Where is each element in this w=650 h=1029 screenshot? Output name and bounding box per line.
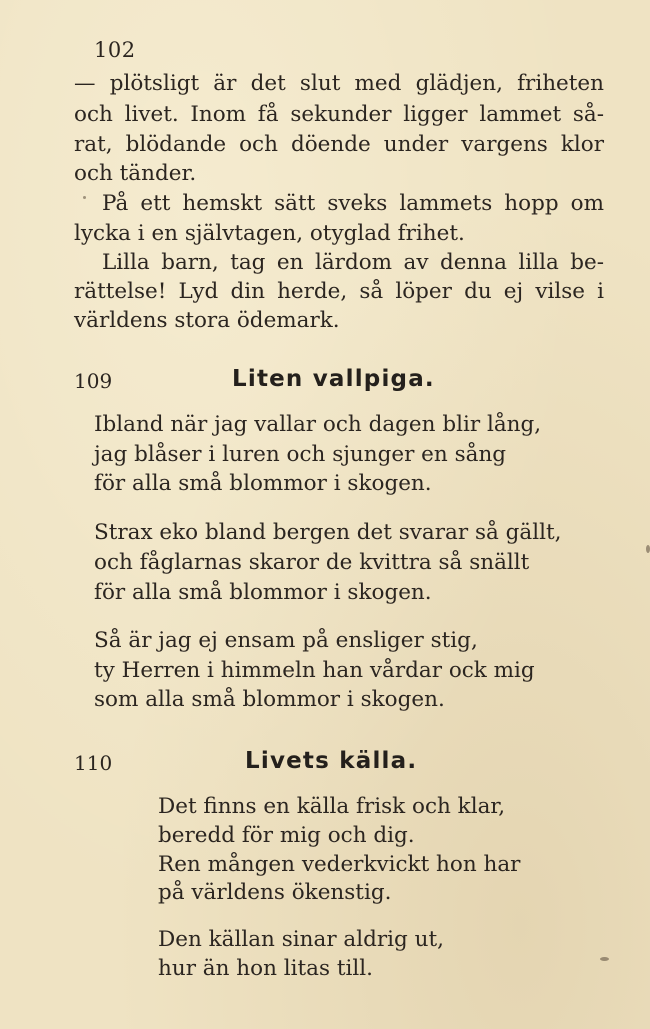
verse-line: Den källan sinar aldrig ut,	[158, 927, 444, 952]
text-line: lycka i en självtagen, otyglad frihet.	[74, 221, 465, 246]
verse-line: ty Herren i himmeln han vårdar ock mig	[94, 658, 535, 683]
hymn-number: 110	[74, 751, 113, 775]
paper-speck	[646, 545, 650, 553]
text-line: — plötsligt är det slut med glädjen, friheten	[74, 71, 604, 96]
verse-line: Så är jag ej ensam på ensliger stig,	[94, 628, 478, 653]
verse-line: och fåglarnas skaror de kvittra så snällt	[94, 550, 530, 575]
text-line: Lilla barn, tag en lärdom av denna lilla be-	[102, 250, 604, 275]
hymn-number: 109	[74, 369, 113, 393]
text-line: rättelse! Lyd din herde, så löper du ej vilse i	[74, 279, 604, 304]
page-number: 102	[94, 38, 136, 62]
text-line: och livet. Inom få sekunder ligger lammet så-	[74, 102, 604, 127]
hymn-title: Livets källa.	[245, 748, 418, 774]
paper-speck	[83, 196, 86, 199]
text-line: På ett hemskt sätt sveks lammets hopp om	[102, 191, 604, 216]
verse-line: beredd för mig och dig.	[158, 823, 415, 848]
verse-line: Det finns en källa frisk och klar,	[158, 794, 506, 819]
text-line: och tänder.	[74, 161, 197, 186]
paper-speck	[600, 957, 609, 961]
hymn-title: Liten vallpiga.	[232, 366, 435, 392]
verse-line: Ren mången vederkvickt hon har	[158, 852, 521, 877]
text-line: världens stora ödemark.	[74, 308, 340, 333]
verse-line: som alla små blommor i skogen.	[94, 687, 445, 712]
verse-line: jag blåser i luren och sjunger en sång	[94, 442, 507, 467]
verse-line: hur än hon litas till.	[158, 956, 373, 981]
verse-line: Ibland när jag vallar och dagen blir lång,	[94, 412, 542, 437]
verse-line: för alla små blommor i skogen.	[94, 471, 432, 496]
verse-line: för alla små blommor i skogen.	[94, 580, 432, 605]
verse-line: Strax eko bland bergen det svarar så gällt,	[94, 520, 562, 545]
verse-line: på världens ökenstig.	[158, 880, 392, 905]
text-line: rat, blödande och döende under vargens klor	[74, 132, 604, 157]
